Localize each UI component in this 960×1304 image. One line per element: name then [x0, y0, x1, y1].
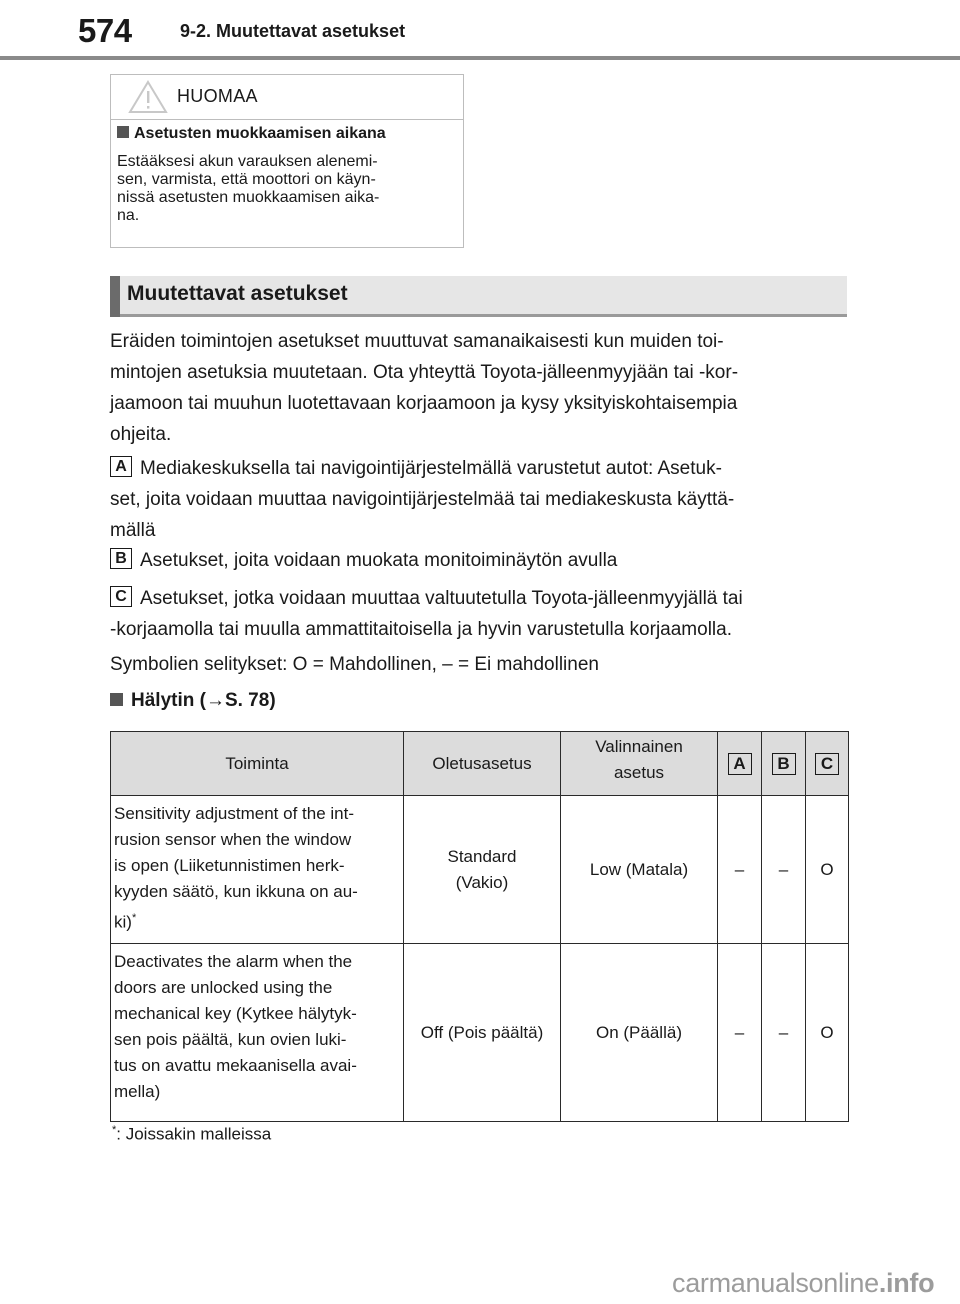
header-a: A — [718, 732, 762, 796]
badge-b: B — [110, 548, 132, 569]
row-optional: On (Päällä) — [561, 944, 718, 1122]
legend-c: C Asetukset, jotka voidaan muuttaa valtuutetulla Toyota-jälleenmyyjällä tai -korjaamolla tai muulla ammattitaitoisella ja hyvin varustetulla korjaamolla. — [110, 588, 743, 640]
footnote: *: Joissakin malleissa — [112, 1124, 272, 1144]
header-rule — [0, 56, 960, 60]
section-title: 9-2. Muutettavat asetukset — [180, 21, 406, 41]
section-banner — [110, 276, 847, 317]
row-default: Off (Pois päältä) — [404, 944, 561, 1122]
header-optional: Valinnainen asetus — [561, 732, 718, 796]
badge-a: A — [110, 456, 132, 477]
notice-subtitle: Asetusten muokkaamisen aikana — [117, 125, 386, 143]
header-default: Oletusasetus — [404, 732, 561, 796]
settings-table — [110, 731, 849, 1122]
watermark: carmanualsonline.info — [672, 1268, 935, 1298]
row-c: O — [806, 944, 849, 1122]
row-b: – — [762, 796, 806, 944]
header-function: Toiminta — [111, 732, 404, 796]
symbols-legend: Symbolien selitykset: O = Mahdollinen, – = Ei mahdollinen — [110, 654, 599, 675]
subsection-title: Hälytin (→S. 78) — [110, 690, 276, 712]
page-number: 574 — [78, 12, 132, 49]
notice-box — [110, 74, 464, 248]
row-function: Deactivates the alarm when the doors are unlocked using the mechanical key (Kytkee hälytyk- sen pois päältä, kun ovien luki- tus on avattu mekaanisella avai- mella) — [111, 944, 404, 1122]
warning-triangle-icon — [128, 80, 168, 114]
notice-label: HUOMAA — [177, 86, 258, 106]
row-a: – — [718, 796, 762, 944]
banner-accent-bar — [110, 276, 120, 317]
notice-text: Estääksesi akun varauksen alenemi- sen, varmista, että moottori on käyn- nissä asetusten muokkaamisen aika- na. — [117, 153, 380, 224]
notice-header — [111, 75, 463, 120]
square-bullet-icon — [117, 126, 129, 138]
intro-paragraph: Eräiden toimintojen asetukset muuttuvat samanaikaisesti kun muiden toi- mintojen asetuksia muutetaan. Ota yhteyttä Toyota-jälleenmyyjään tai -kor- jaamoon tai muuhun luotettavaan korjaamoon ja kysy yksityiskohtaisempia ohjeita. — [110, 331, 739, 445]
arrow-icon: → — [205, 690, 225, 711]
row-c: O — [806, 796, 849, 944]
header-b: B — [762, 732, 806, 796]
table-row — [111, 796, 849, 944]
banner-title: Muutettavat asetukset — [127, 282, 348, 305]
table-header-row — [111, 732, 849, 796]
row-a: – — [718, 944, 762, 1122]
header-c: C — [806, 732, 849, 796]
row-b: – — [762, 944, 806, 1122]
badge-c: C — [110, 586, 132, 607]
legend-a: A Mediakeskuksella tai navigointijärjestelmällä varustetut autot: Asetuk- set, joita voidaan muuttaa navigointijärjestelmää tai mediakeskusta käyttä- mällä — [110, 458, 735, 541]
legend-b: B Asetukset, joita voidaan muokata monitoiminäytön avulla — [110, 545, 850, 576]
square-bullet-icon — [110, 693, 123, 706]
row-default: Standard (Vakio) — [404, 796, 561, 944]
row-optional: Low (Matala) — [561, 796, 718, 944]
row-function: Sensitivity adjustment of the int- rusion sensor when the window is open (Liiketunnistimen herk- kyyden säätö, kun ikkuna on au- ki)* — [111, 796, 404, 944]
page-header — [0, 0, 960, 60]
table-row — [111, 944, 849, 1122]
